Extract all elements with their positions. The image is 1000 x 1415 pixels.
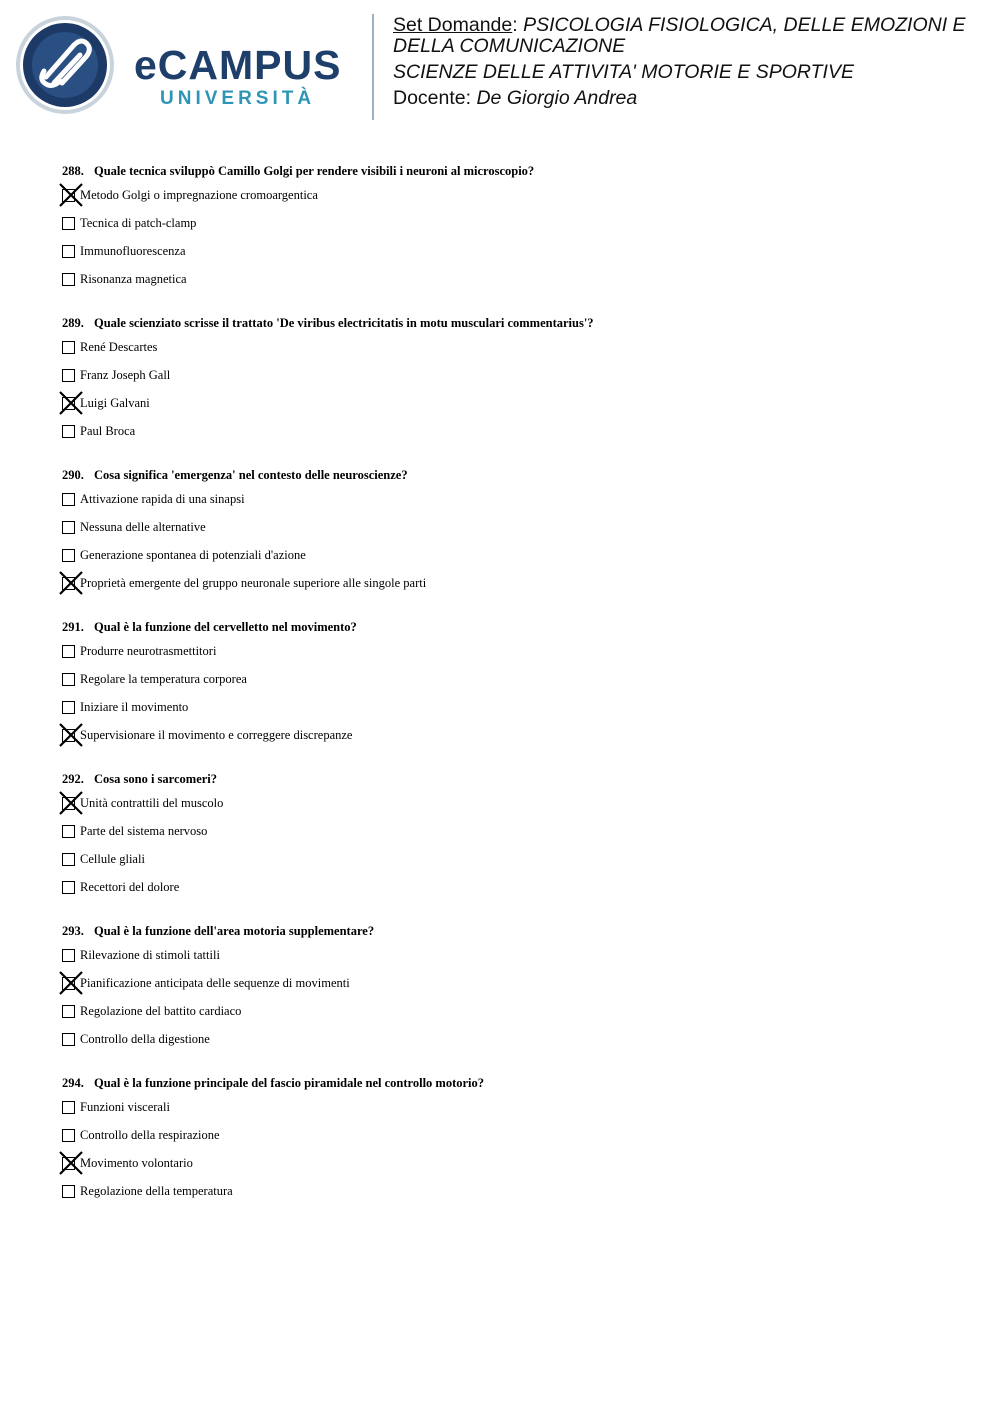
course-line [393, 15, 993, 57]
answer-option[interactable] [62, 368, 962, 396]
degree-name: SCIENZE DELLE ATTIVITA' MOTORIE E SPORTIVE [393, 61, 854, 83]
answer-option[interactable] [62, 424, 962, 452]
answer-option[interactable] [62, 644, 962, 672]
answer-option-label: René Descartes [80, 340, 158, 354]
answer-option-label: Recettori del dolore [80, 880, 180, 894]
header-divider [372, 14, 374, 120]
docente-name: De Giorgio Andrea [476, 87, 638, 109]
checkbox[interactable] [62, 341, 75, 354]
question-number: 291. [62, 620, 84, 634]
answer-option-label: Cellule gliali [80, 852, 145, 866]
answer-option-label: Attivazione rapida di una sinapsi [80, 492, 245, 506]
answer-option-label: Iniziare il movimento [80, 700, 189, 714]
question-block [62, 770, 962, 908]
answer-option-label: Funzioni viscerali [80, 1100, 170, 1114]
answer-option[interactable] [62, 576, 962, 604]
answer-option[interactable] [62, 700, 962, 728]
checkbox[interactable] [62, 1033, 75, 1046]
answer-option-label: Risonanza magnetica [80, 272, 187, 286]
docente-label: Docente: [393, 87, 477, 109]
answer-option[interactable] [62, 396, 962, 424]
checkbox[interactable] [62, 273, 75, 286]
checkbox[interactable] [62, 245, 75, 258]
answer-option[interactable] [62, 852, 962, 880]
question-text: Qual è la funzione del cervelletto nel movimento? [94, 620, 357, 634]
checkbox[interactable] [62, 521, 75, 534]
answer-option-label: Regolare la temperatura corporea [80, 672, 247, 686]
ecampus-seal-logo [14, 15, 116, 115]
checkbox[interactable] [62, 369, 75, 382]
checkbox[interactable] [62, 673, 75, 686]
answer-option[interactable] [62, 340, 962, 368]
checkbox[interactable] [62, 949, 75, 962]
question-number: 292. [62, 772, 84, 786]
question-text: Qual è la funzione dell'area motoria supplementare? [94, 924, 375, 938]
question-title [62, 1074, 962, 1092]
page-header [0, 0, 1000, 130]
answer-option-label: Paul Broca [80, 424, 136, 438]
answer-option-label: Parte del sistema nervoso [80, 824, 208, 838]
question-number: 290. [62, 468, 84, 482]
checkbox[interactable] [62, 701, 75, 714]
checkbox[interactable] [62, 217, 75, 230]
docente-line [393, 88, 993, 109]
answer-option-label: Immunofluorescenza [80, 244, 186, 258]
question-text: Quale tecnica sviluppò Camillo Golgi per rendere visibili i neuroni al microscopio? [94, 164, 535, 178]
question-number: 293. [62, 924, 84, 938]
question-title [62, 922, 962, 940]
answer-option-label: Proprietà emergente del gruppo neuronale superiore alle singole parti [80, 576, 427, 590]
answer-option[interactable] [62, 1184, 962, 1212]
answer-option-label: Nessuna delle alternative [80, 520, 206, 534]
answer-option-label: Franz Joseph Gall [80, 368, 171, 382]
answer-option[interactable] [62, 824, 962, 852]
answer-option[interactable] [62, 188, 962, 216]
answer-option-label: Regolazione del battito cardiaco [80, 1004, 242, 1018]
question-number: 294. [62, 1076, 84, 1090]
question-block [62, 922, 962, 1060]
answer-option[interactable] [62, 880, 962, 908]
checkbox[interactable] [62, 493, 75, 506]
question-text: Qual è la funzione principale del fascio piramidale nel controllo motorio? [94, 1076, 485, 1090]
answer-option-label: Supervisionare il movimento e correggere discrepanze [80, 728, 353, 742]
answer-option-label: Unità contrattili del muscolo [80, 796, 224, 810]
question-title [62, 770, 962, 788]
answer-option[interactable] [62, 796, 962, 824]
question-number: 288. [62, 164, 84, 178]
question-title [62, 314, 962, 332]
answer-option[interactable] [62, 948, 962, 976]
checkbox[interactable] [62, 1005, 75, 1018]
question-text: Cosa significa 'emergenza' nel contesto delle neuroscienze? [94, 468, 408, 482]
answer-option[interactable] [62, 244, 962, 272]
answer-option[interactable] [62, 976, 962, 1004]
question-block [62, 162, 962, 300]
answer-option[interactable] [62, 1004, 962, 1032]
answer-option[interactable] [62, 728, 962, 756]
answer-option[interactable] [62, 1032, 962, 1060]
header-info [393, 15, 993, 109]
question-title [62, 618, 962, 636]
checkbox[interactable] [62, 645, 75, 658]
question-block [62, 314, 962, 452]
question-text: Cosa sono i sarcomeri? [94, 772, 218, 786]
brand-subtitle: UNIVERSITÀ [160, 88, 316, 109]
checkbox[interactable] [62, 1129, 75, 1142]
answer-option-label: Regolazione della temperatura [80, 1184, 233, 1198]
answer-option-label: Produrre neurotrasmettitori [80, 644, 217, 658]
answer-option-label: Rilevazione di stimoli tattili [80, 948, 220, 962]
question-text: Quale scienziato scrisse il trattato 'De viribus electricitatis in motu musculari commentarius'? [94, 316, 594, 330]
checkbox[interactable] [62, 1101, 75, 1114]
checkbox[interactable] [62, 853, 75, 866]
checkbox[interactable] [62, 1185, 75, 1198]
checkbox[interactable] [62, 425, 75, 438]
question-block [62, 618, 962, 756]
answer-option-label: Metodo Golgi o impregnazione cromoargentica [80, 188, 318, 202]
answer-option-label: Controllo della respirazione [80, 1128, 220, 1142]
answer-option[interactable] [62, 548, 962, 576]
question-title [62, 162, 962, 180]
course-title: PSICOLOGIA FISIOLOGICA, DELLE EMOZIONI E DELLA COMUNICAZIONE [393, 14, 966, 57]
answer-option-label: Tecnica di patch-clamp [80, 216, 197, 230]
question-block [62, 466, 962, 604]
answer-option[interactable] [62, 216, 962, 244]
question-title [62, 466, 962, 484]
checkbox[interactable] [62, 549, 75, 562]
checkbox[interactable] [62, 825, 75, 838]
answer-option[interactable] [62, 1156, 962, 1184]
answer-option[interactable] [62, 1128, 962, 1156]
question-list [62, 162, 962, 1226]
question-block [62, 1074, 962, 1212]
answer-option[interactable] [62, 492, 962, 520]
brand-name: eCAMPUS [134, 42, 342, 88]
answer-option-label: Luigi Galvani [80, 396, 150, 410]
set-label: Set Domande [393, 14, 513, 36]
answer-option[interactable] [62, 672, 962, 700]
answer-option-label: Controllo della digestione [80, 1032, 210, 1046]
answer-option[interactable] [62, 1100, 962, 1128]
answer-option-label: Movimento volontario [80, 1156, 193, 1170]
answer-option[interactable] [62, 272, 962, 300]
checkbox[interactable] [62, 881, 75, 894]
answer-option[interactable] [62, 520, 962, 548]
answer-option-label: Generazione spontanea di potenziali d'azione [80, 548, 306, 562]
question-number: 289. [62, 316, 84, 330]
answer-option-label: Pianificazione anticipata delle sequenze di movimenti [80, 976, 350, 990]
set-separator: : [512, 14, 524, 36]
